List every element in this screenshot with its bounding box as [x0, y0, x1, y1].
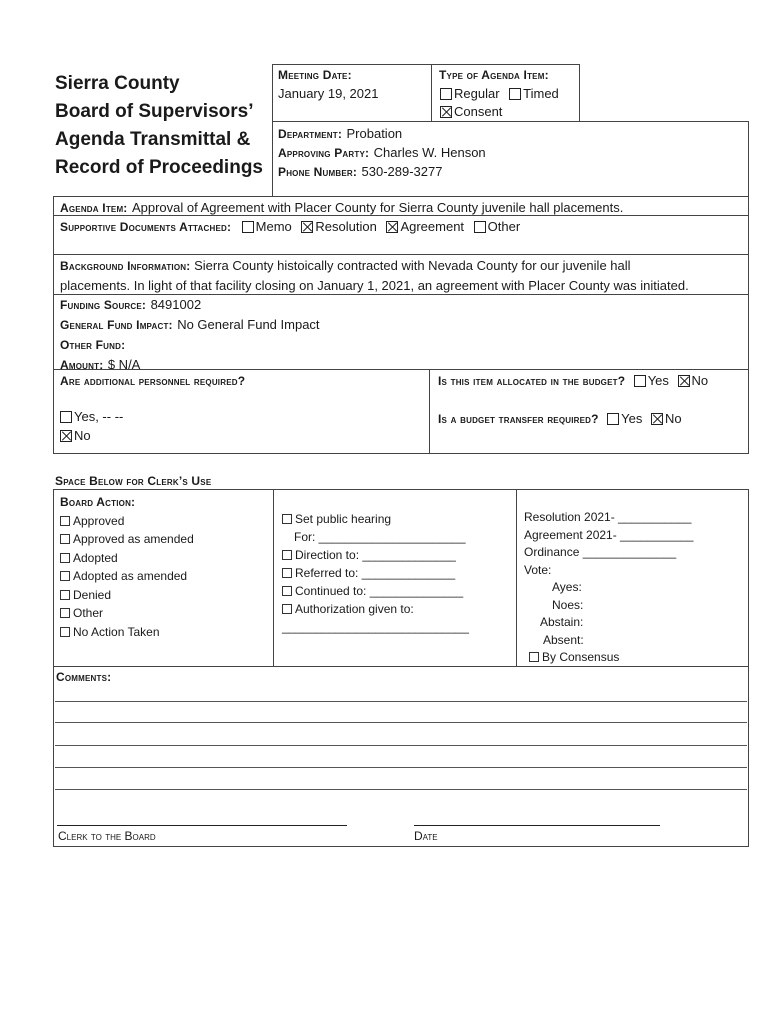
background-line-1[interactable]: Sierra County histoically contracted with Nevada County for our juvenile hall — [194, 258, 631, 273]
regular-label: Regular — [454, 86, 500, 101]
budget-allocated-row — [438, 372, 708, 390]
budget-no-checkbox[interactable] — [678, 375, 690, 387]
comment-line[interactable] — [55, 789, 747, 790]
approved-amended-label: Approved as amended — [73, 532, 194, 546]
adopted-checkbox[interactable] — [60, 553, 70, 563]
budget-transfer-question: Is a budget transfer required? — [438, 412, 599, 426]
date-label: Date — [414, 829, 438, 843]
funding-source-value[interactable]: 8491002 — [150, 297, 202, 312]
general-fund-value[interactable]: No General Fund Impact — [177, 317, 320, 332]
agenda-type-label: Type of Agenda Item: — [439, 68, 549, 82]
consent-row — [440, 104, 502, 119]
set-hearing-checkbox[interactable] — [282, 514, 292, 524]
denied-checkbox[interactable] — [60, 590, 70, 600]
referred-label: Referred to: ______________ — [295, 566, 456, 580]
transfer-no-checkbox[interactable] — [651, 413, 663, 425]
clerk-to-board-label: Clerk to the Board — [58, 829, 156, 843]
title-line-2: Board of Supervisors’ — [55, 101, 254, 122]
consent-checkbox[interactable] — [440, 106, 452, 118]
personnel-no-checkbox[interactable] — [60, 430, 72, 442]
approved-amended-checkbox[interactable] — [60, 534, 70, 544]
agenda-item-label: Agenda Item: — [60, 201, 128, 215]
divider — [54, 254, 748, 255]
other-checkbox[interactable] — [474, 221, 486, 233]
consensus-label: By Consensus — [542, 650, 620, 664]
set-hearing-label: Set public hearing — [295, 512, 392, 526]
title-line-1: Sierra County — [55, 73, 180, 94]
authorization-label: Authorization given to: — [295, 602, 414, 616]
timed-checkbox[interactable] — [509, 88, 521, 100]
title-line-3: Agenda Transmittal & — [55, 129, 251, 150]
other-action-checkbox[interactable] — [60, 608, 70, 618]
budget-allocated-question: Is this item allocated in the budget? — [438, 374, 626, 388]
personnel-yes-label: Yes, -- -- — [74, 409, 124, 424]
department-label: Department: — [278, 127, 343, 141]
approved-checkbox[interactable] — [60, 516, 70, 526]
personnel-yes-row — [60, 409, 123, 424]
department-row — [278, 125, 402, 143]
supportive-docs-row — [60, 218, 520, 236]
referred-checkbox[interactable] — [282, 568, 292, 578]
background-label: Background Information: — [60, 259, 191, 273]
adopted-label: Adopted — [73, 550, 118, 565]
agenda-type-box — [431, 64, 580, 122]
resolution-label: Resolution — [315, 219, 377, 234]
department-box — [272, 121, 749, 197]
vertical-divider — [273, 490, 274, 666]
transfer-yes-checkbox[interactable] — [607, 413, 619, 425]
title-line-4: Record of Proceedings — [55, 157, 263, 178]
funding-source-label: Funding Source: — [60, 298, 147, 312]
ayes-label: Ayes: — [552, 580, 582, 594]
denied-label: Denied — [73, 587, 112, 602]
comment-line[interactable] — [55, 701, 747, 702]
approving-party-label: Approving Party: — [278, 146, 370, 160]
funding-block — [60, 295, 320, 375]
agreement-label: Agreement — [400, 219, 465, 234]
form-title — [55, 70, 263, 182]
budget-yes-checkbox[interactable] — [634, 375, 646, 387]
phone-row — [278, 163, 442, 181]
direction-checkbox[interactable] — [282, 550, 292, 560]
approving-party-row — [278, 144, 486, 162]
memo-label: Memo — [255, 219, 292, 234]
board-action-list — [60, 493, 194, 641]
agenda-item-value[interactable]: Approval of Agreement with Placer County for Sierra County juvenile hall placements. — [131, 200, 624, 215]
personnel-no-row — [60, 428, 91, 443]
budget-transfer-row — [438, 410, 682, 428]
consensus-checkbox[interactable] — [529, 652, 539, 662]
agreement-number-field[interactable]: Agreement 2021- ___________ — [524, 527, 694, 542]
resolution-checkbox[interactable] — [301, 221, 313, 233]
agreement-checkbox[interactable] — [386, 221, 398, 233]
budget-no-label: No — [691, 373, 709, 388]
vertical-divider — [429, 369, 430, 453]
absent-label: Absent: — [543, 632, 584, 647]
memo-checkbox[interactable] — [242, 221, 254, 233]
meeting-date-box — [272, 64, 432, 122]
comment-line[interactable] — [55, 722, 747, 723]
comments-label: Comments: — [56, 670, 112, 684]
regular-checkbox[interactable] — [440, 88, 452, 100]
amount-value[interactable]: $ N/A — [107, 357, 141, 372]
phone-value[interactable]: 530-289-3277 — [361, 164, 443, 179]
direction-label: Direction to: ______________ — [295, 548, 456, 562]
hearing-block — [282, 510, 469, 636]
continued-checkbox[interactable] — [282, 586, 292, 596]
clerk-signature-line[interactable] — [57, 825, 347, 826]
approved-label: Approved — [73, 513, 125, 528]
record-block — [524, 509, 693, 667]
amount-label: Amount: — [60, 358, 104, 372]
adopted-amended-checkbox[interactable] — [60, 571, 70, 581]
continued-label: Continued to: ______________ — [295, 584, 464, 598]
board-action-label: Board Action: — [60, 495, 136, 509]
date-signature-line[interactable] — [414, 825, 660, 826]
no-action-label: No Action Taken — [73, 624, 160, 639]
main-form-box — [53, 196, 749, 454]
vertical-divider — [516, 490, 517, 666]
authorization-line[interactable]: ____________________________ — [282, 620, 469, 634]
background-info — [60, 256, 745, 296]
personnel-no-label: No — [74, 428, 91, 443]
transfer-no-label: No — [664, 411, 682, 426]
department-value[interactable]: Probation — [346, 126, 403, 141]
personnel-question: Are additional personnel required? — [60, 374, 246, 388]
ordinance-field[interactable]: Ordinance ______________ — [524, 545, 677, 559]
timed-label: Timed — [523, 86, 559, 101]
other-fund-label: Other Fund: — [60, 338, 126, 352]
clerk-section-label: Space Below for Clerk’s Use — [55, 474, 212, 488]
hearing-for-field[interactable]: For: ______________________ — [294, 530, 466, 544]
meeting-date-label: Meeting Date: — [278, 68, 352, 82]
adopted-amended-label: Adopted as amended — [73, 569, 188, 583]
abstain-label: Abstain: — [540, 615, 584, 629]
noes-label: Noes: — [552, 597, 584, 612]
type-options-row — [440, 86, 559, 101]
supportive-docs-label: Supportive Documents Attached: — [60, 220, 232, 234]
clerk-box — [53, 489, 749, 847]
no-action-checkbox[interactable] — [60, 627, 70, 637]
transfer-yes-label: Yes — [621, 411, 643, 426]
resolution-number-field[interactable]: Resolution 2021- ___________ — [524, 510, 692, 524]
divider — [54, 369, 748, 370]
comment-line[interactable] — [55, 767, 747, 768]
vote-label: Vote: — [524, 562, 552, 577]
personnel-yes-checkbox[interactable] — [60, 411, 72, 423]
background-line-2[interactable]: placements. In light of that facility closing on January 1, 2021, an agreement with Placer County was initiated. — [60, 278, 689, 293]
other-label: Other — [487, 219, 521, 234]
general-fund-label: General Fund Impact: — [60, 318, 173, 332]
budget-yes-label: Yes — [647, 373, 669, 388]
meeting-date-value[interactable]: January 19, 2021 — [278, 86, 379, 101]
authorization-checkbox[interactable] — [282, 604, 292, 614]
consent-label: Consent — [454, 104, 503, 119]
approving-party-value[interactable]: Charles W. Henson — [373, 145, 486, 160]
other-action-label: Other — [73, 606, 104, 620]
comment-line[interactable] — [55, 745, 747, 746]
phone-label: Phone Number: — [278, 165, 358, 179]
divider — [54, 215, 748, 216]
